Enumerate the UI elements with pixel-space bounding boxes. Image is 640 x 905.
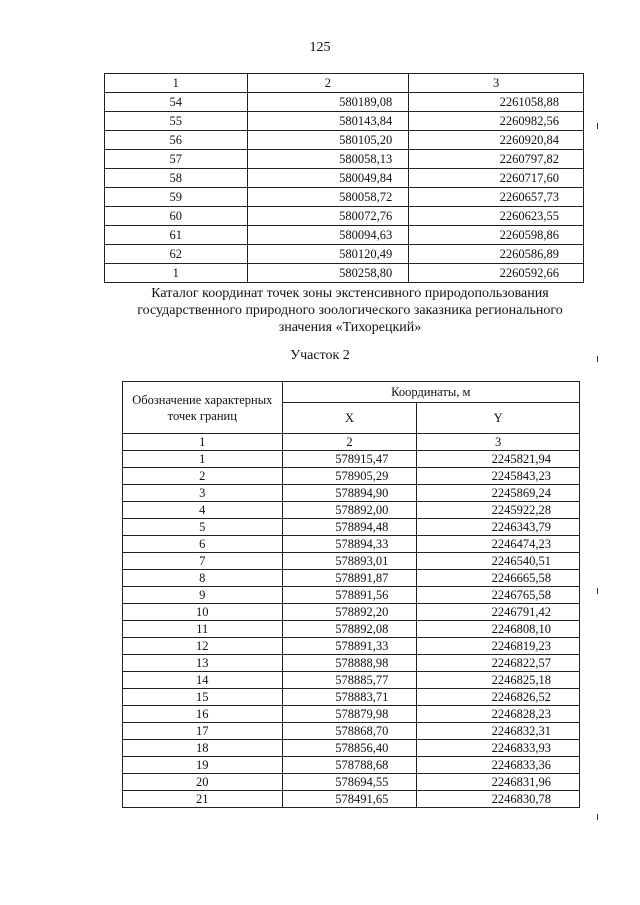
point-number-cell: 62	[105, 245, 248, 264]
heading-line: государственного природного зоологического заказника регионального	[137, 303, 563, 318]
y-coordinate-cell: 2246833,93	[417, 740, 580, 757]
table-row	[105, 264, 584, 283]
table-row	[123, 536, 580, 553]
point-designation-header: Обозначение характерных точек границ	[123, 382, 283, 434]
point-number-cell: 58	[105, 169, 248, 188]
table-row	[123, 757, 580, 774]
point-number-cell: 1	[123, 451, 283, 468]
y-coordinate-cell: 2261058,88	[409, 93, 584, 112]
point-number-cell: 20	[123, 774, 283, 791]
x-coordinate-cell: 580120,49	[247, 245, 409, 264]
table-row	[123, 689, 580, 706]
y-coordinate-cell: 2246828,23	[417, 706, 580, 723]
section-title: Участок 2	[290, 348, 350, 363]
table-row	[123, 740, 580, 757]
table-row	[123, 468, 580, 485]
y-coordinate-cell: 2260982,56	[409, 112, 584, 131]
x-coordinate-cell: 578891,33	[282, 638, 417, 655]
table-row	[105, 169, 584, 188]
y-coordinate-cell: 2246825,18	[417, 672, 580, 689]
x-coordinate-cell: 578894,48	[282, 519, 417, 536]
table-row	[123, 723, 580, 740]
y-coordinate-cell: 2260717,60	[409, 169, 584, 188]
point-number-cell: 2	[123, 468, 283, 485]
point-number-cell: 12	[123, 638, 283, 655]
x-coordinate-cell: 578915,47	[282, 451, 417, 468]
x-coordinate-cell: 578491,65	[282, 791, 417, 808]
x-coordinate-cell: 578893,01	[282, 553, 417, 570]
y-coordinate-cell: 2246819,23	[417, 638, 580, 655]
table-row	[123, 570, 580, 587]
table-row	[123, 553, 580, 570]
table-header-row	[105, 74, 584, 93]
table-header-row	[123, 382, 580, 403]
y-coordinate-cell: 2246540,51	[417, 553, 580, 570]
x-coordinate-cell: 578694,55	[282, 774, 417, 791]
y-coordinate-cell: 2260657,73	[409, 188, 584, 207]
point-number-cell: 6	[123, 536, 283, 553]
margin-mark	[597, 356, 598, 362]
point-number-cell: 11	[123, 621, 283, 638]
x-coordinate-cell: 578892,08	[282, 621, 417, 638]
table-row	[123, 621, 580, 638]
page-number: 125	[309, 40, 331, 55]
y-coordinate-cell: 2260920,84	[409, 131, 584, 150]
x-coordinate-cell: 580105,20	[247, 131, 409, 150]
point-number-cell: 8	[123, 570, 283, 587]
x-coordinate-cell: 578856,40	[282, 740, 417, 757]
y-coordinate-cell: 2260586,89	[409, 245, 584, 264]
y-coordinate-cell: 2260797,82	[409, 150, 584, 169]
point-number-cell: 10	[123, 604, 283, 621]
table-row	[123, 672, 580, 689]
column-number-cell: 3	[409, 74, 584, 93]
point-number-cell: 3	[123, 485, 283, 502]
point-number-cell: 60	[105, 207, 248, 226]
y-coordinate-cell: 2245869,24	[417, 485, 580, 502]
table-row	[123, 451, 580, 468]
y-coordinate-cell: 2245843,23	[417, 468, 580, 485]
point-number-cell: 4	[123, 502, 283, 519]
x-coordinate-cell: 578888,98	[282, 655, 417, 672]
x-coordinate-cell: 578868,70	[282, 723, 417, 740]
x-coordinate-cell: 578905,29	[282, 468, 417, 485]
table-row	[105, 226, 584, 245]
margin-mark	[597, 814, 598, 820]
x-coordinate-cell: 580143,84	[247, 112, 409, 131]
table-row	[123, 655, 580, 672]
point-number-cell: 57	[105, 150, 248, 169]
coordinates-table	[122, 381, 580, 808]
y-header: Y	[417, 403, 580, 434]
y-coordinate-cell: 2246808,10	[417, 621, 580, 638]
y-coordinate-cell: 2246343,79	[417, 519, 580, 536]
catalog-heading	[100, 285, 600, 336]
x-coordinate-cell: 578892,00	[282, 502, 417, 519]
table-row	[123, 519, 580, 536]
table-row	[123, 604, 580, 621]
x-coordinate-cell: 578894,90	[282, 485, 417, 502]
table-row	[123, 774, 580, 791]
y-coordinate-cell: 2246765,58	[417, 587, 580, 604]
y-coordinate-cell: 2260592,66	[409, 264, 584, 283]
point-number-cell: 14	[123, 672, 283, 689]
point-number-cell: 54	[105, 93, 248, 112]
x-coordinate-cell: 580049,84	[247, 169, 409, 188]
table-row	[105, 150, 584, 169]
x-coordinate-cell: 580058,13	[247, 150, 409, 169]
x-coordinate-cell: 580258,80	[247, 264, 409, 283]
table-row	[105, 93, 584, 112]
y-coordinate-cell: 2246474,23	[417, 536, 580, 553]
point-number-cell: 18	[123, 740, 283, 757]
x-coordinate-cell: 578892,20	[282, 604, 417, 621]
x-coordinate-cell: 578788,68	[282, 757, 417, 774]
margin-mark	[597, 123, 598, 129]
y-coordinate-cell: 2246665,58	[417, 570, 580, 587]
x-coordinate-cell: 578883,71	[282, 689, 417, 706]
point-number-cell: 15	[123, 689, 283, 706]
y-coordinate-cell: 2246833,36	[417, 757, 580, 774]
coordinates-header: Координаты, м	[282, 382, 579, 403]
point-number-cell: 19	[123, 757, 283, 774]
x-coordinate-cell: 580058,72	[247, 188, 409, 207]
column-number-cell: 3	[417, 434, 580, 451]
table-row	[105, 131, 584, 150]
table-row	[123, 587, 580, 604]
y-coordinate-cell: 2246831,96	[417, 774, 580, 791]
x-coordinate-cell: 580072,76	[247, 207, 409, 226]
x-coordinate-cell: 578894,33	[282, 536, 417, 553]
coordinates-table-continued	[104, 73, 584, 283]
y-coordinate-cell: 2260598,86	[409, 226, 584, 245]
point-number-cell: 13	[123, 655, 283, 672]
table-row	[105, 112, 584, 131]
point-number-cell: 61	[105, 226, 248, 245]
point-number-cell: 7	[123, 553, 283, 570]
table-row	[105, 188, 584, 207]
x-coordinate-cell: 578885,77	[282, 672, 417, 689]
y-coordinate-cell: 2246791,42	[417, 604, 580, 621]
point-number-cell: 56	[105, 131, 248, 150]
margin-mark	[597, 588, 598, 594]
x-coordinate-cell: 578891,56	[282, 587, 417, 604]
point-number-cell: 21	[123, 791, 283, 808]
point-number-cell: 59	[105, 188, 248, 207]
point-number-cell: 55	[105, 112, 248, 131]
point-number-cell: 17	[123, 723, 283, 740]
x-header: X	[282, 403, 417, 434]
table-row	[123, 791, 580, 808]
table-row	[123, 485, 580, 502]
table-row	[123, 706, 580, 723]
table-row	[105, 207, 584, 226]
x-coordinate-cell: 578879,98	[282, 706, 417, 723]
column-number-cell: 2	[282, 434, 417, 451]
heading-line: Каталог координат точек зоны экстенсивного природопользования	[151, 286, 549, 301]
table-row	[123, 502, 580, 519]
y-coordinate-cell: 2246830,78	[417, 791, 580, 808]
y-coordinate-cell: 2245821,94	[417, 451, 580, 468]
point-number-cell: 16	[123, 706, 283, 723]
point-number-cell: 9	[123, 587, 283, 604]
column-number-cell: 2	[247, 74, 409, 93]
y-coordinate-cell: 2246822,57	[417, 655, 580, 672]
table-row	[123, 638, 580, 655]
column-number-cell: 1	[123, 434, 283, 451]
heading-line: значения «Тихорецкий»	[278, 320, 422, 335]
point-number-cell: 5	[123, 519, 283, 536]
y-coordinate-cell: 2246826,52	[417, 689, 580, 706]
y-coordinate-cell: 2246832,31	[417, 723, 580, 740]
y-coordinate-cell: 2260623,55	[409, 207, 584, 226]
x-coordinate-cell: 578891,87	[282, 570, 417, 587]
point-number-cell: 1	[105, 264, 248, 283]
column-number-cell: 1	[105, 74, 248, 93]
x-coordinate-cell: 580094,63	[247, 226, 409, 245]
table-row	[105, 245, 584, 264]
y-coordinate-cell: 2245922,28	[417, 502, 580, 519]
column-numbers-row	[123, 434, 580, 451]
x-coordinate-cell: 580189,08	[247, 93, 409, 112]
